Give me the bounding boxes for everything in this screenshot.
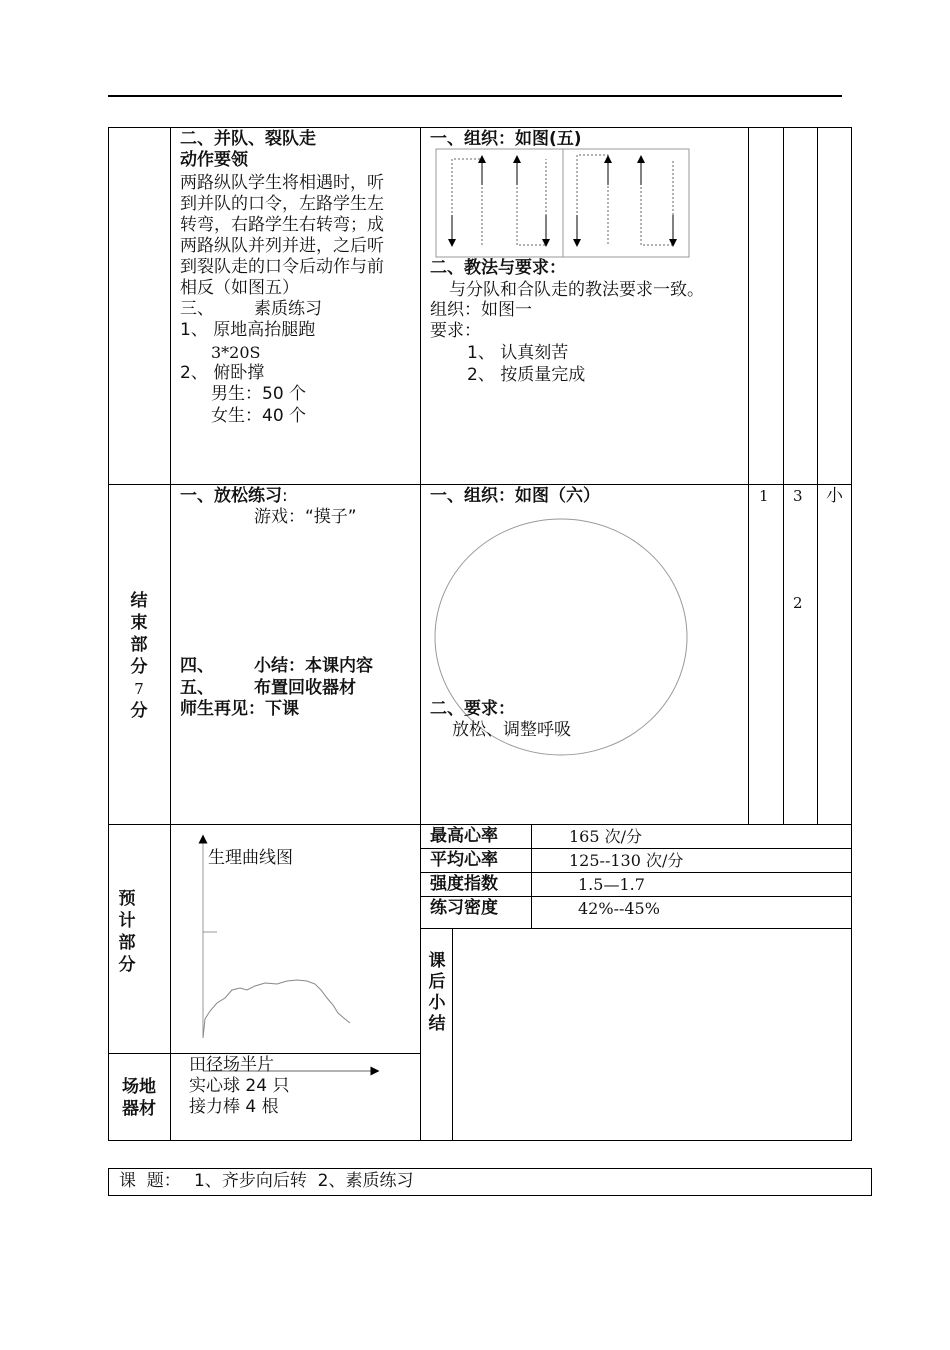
col-b-value-1: 3 bbox=[793, 487, 803, 505]
row-divider-2 bbox=[108, 824, 852, 825]
game-line: 游戏：“摸子” bbox=[254, 507, 357, 527]
req-item-1: 1、 认真刻苦 bbox=[467, 343, 569, 363]
venue-label bbox=[112, 1076, 166, 1120]
table-left-border bbox=[108, 127, 109, 1140]
org-title-5: 一、组织：如图(五) bbox=[430, 129, 582, 149]
req-title-6: 二、要求： bbox=[430, 699, 515, 719]
desc-line-6: 相反（如图五） bbox=[180, 278, 299, 298]
essentials-heading: 动作要领 bbox=[180, 150, 248, 170]
row-divider-1 bbox=[108, 484, 852, 485]
req-text-6: 放松、调整呼吸 bbox=[452, 720, 571, 740]
relax-title: 一、放松练习 bbox=[180, 486, 282, 506]
quality-title-num: 三、 bbox=[180, 299, 214, 319]
stat-label-max-hr: 最高心率 bbox=[430, 826, 498, 846]
header-rule bbox=[108, 95, 842, 97]
label-char: 预 bbox=[118, 889, 136, 909]
summary-line: 小结：本课内容 bbox=[254, 656, 373, 676]
after-class-divider bbox=[452, 928, 453, 1140]
quality-item-1-detail: 3*20S bbox=[211, 343, 261, 362]
desc-line-5: 到裂队走的口令后动作与前 bbox=[180, 257, 384, 277]
quality-item-2: 2、 俯卧撑 bbox=[180, 363, 265, 383]
male-count: 男生：50 个 bbox=[211, 384, 307, 404]
topic-box bbox=[108, 1168, 872, 1196]
col-divider-5 bbox=[817, 127, 818, 824]
summary-num: 四、 bbox=[180, 656, 214, 676]
topic-label: 课 题： bbox=[119, 1171, 181, 1191]
stat-value-intensity: 1.5—1.7 bbox=[578, 875, 645, 894]
path-line bbox=[577, 155, 608, 245]
march-heading: 二、并队、裂队走 bbox=[180, 129, 316, 149]
stats-line-1 bbox=[420, 848, 851, 849]
method-title: 二、教法与要求： bbox=[430, 258, 566, 278]
req-label: 要求： bbox=[430, 321, 481, 341]
col-divider-3 bbox=[748, 127, 749, 824]
stat-label-intensity: 强度指数 bbox=[430, 874, 498, 894]
figure-five-frame-left bbox=[436, 149, 563, 257]
col-divider-4 bbox=[783, 127, 784, 824]
stat-label-density: 练习密度 bbox=[430, 898, 498, 918]
label-char: 计 bbox=[118, 911, 136, 931]
col-divider-2 bbox=[420, 127, 421, 1140]
table-bottom-border bbox=[108, 1140, 852, 1141]
col-divider-1 bbox=[170, 127, 171, 1140]
stats-col-divider bbox=[531, 824, 532, 928]
physio-curve-chart bbox=[195, 833, 395, 1083]
end-section-label bbox=[118, 590, 160, 722]
req-item-2: 2、 按质量完成 bbox=[467, 365, 586, 385]
desc-line-2: 到并队的口令，左路学生左 bbox=[180, 194, 384, 214]
path-line bbox=[517, 159, 546, 245]
label-char: 束 bbox=[130, 613, 148, 633]
quality-title: 素质练习 bbox=[254, 299, 322, 319]
forecast-label bbox=[112, 888, 142, 976]
path-line bbox=[641, 159, 673, 245]
desc-line-3: 转弯，右路学生右转弯；成 bbox=[180, 215, 384, 235]
venue-item-3: 接力棒 4 根 bbox=[189, 1097, 279, 1117]
after-class-label bbox=[424, 951, 450, 1035]
table-right-border bbox=[851, 127, 852, 1140]
label-line: 器材 bbox=[122, 1099, 156, 1119]
relax-colon: : bbox=[282, 486, 288, 506]
venue-item-2: 实心球 24 只 bbox=[189, 1076, 290, 1096]
stat-value-max-hr: 165 次/分 bbox=[569, 827, 643, 846]
physio-curve bbox=[203, 980, 350, 1038]
relax-heading bbox=[180, 486, 288, 507]
method-line: 与分队和合队走的教法要求一致。 bbox=[449, 280, 704, 300]
col-b-value-2: 2 bbox=[793, 594, 803, 612]
stat-value-density: 42%--45% bbox=[578, 899, 660, 918]
label-char: 结 bbox=[428, 1014, 446, 1034]
table-top-border bbox=[108, 127, 852, 128]
curve-title: 生理曲线图 bbox=[208, 848, 293, 868]
label-char: 后 bbox=[428, 972, 446, 992]
desc-line-4: 两路纵队并列并进，之后听 bbox=[180, 236, 384, 256]
stats-line-4 bbox=[420, 928, 851, 929]
recycle-line: 布置回收器材 bbox=[254, 678, 356, 698]
label-char: 小 bbox=[428, 993, 446, 1013]
label-char: 结 bbox=[130, 591, 148, 611]
figure-five-frame-right bbox=[563, 149, 689, 257]
label-char: 课 bbox=[428, 951, 446, 971]
label-char: 部 bbox=[130, 635, 148, 655]
goodbye-line: 师生再见：下课 bbox=[180, 699, 299, 719]
stat-label-avg-hr: 平均心率 bbox=[430, 850, 498, 870]
quality-item-1: 1、 原地高抬腿跑 bbox=[180, 320, 316, 340]
label-char: 分 bbox=[118, 955, 136, 975]
stats-line-2 bbox=[420, 872, 851, 873]
org-title-6: 一、组织：如图（六） bbox=[430, 486, 600, 506]
label-line: 场地 bbox=[122, 1077, 156, 1097]
stats-line-3 bbox=[420, 896, 851, 897]
col-a-value: 1 bbox=[759, 487, 769, 505]
label-char: 7 bbox=[134, 680, 144, 698]
recycle-num: 五、 bbox=[180, 678, 214, 698]
label-char: 分 bbox=[130, 657, 148, 677]
topic-content: 1、齐步向后转 2、素质练习 bbox=[194, 1171, 414, 1191]
label-char: 分 bbox=[130, 701, 148, 721]
org-line: 组织：如图一 bbox=[430, 300, 532, 320]
path-line bbox=[452, 159, 482, 245]
female-count: 女生：40 个 bbox=[211, 406, 307, 426]
label-char: 部 bbox=[118, 933, 136, 953]
desc-line-1: 两路纵队学生将相遇时，听 bbox=[180, 173, 384, 193]
col-c-value: 小 bbox=[826, 486, 843, 506]
venue-item-1: 田径场半片 bbox=[189, 1055, 274, 1075]
figure-five-diagram bbox=[430, 145, 690, 260]
stat-value-avg-hr: 125--130 次/分 bbox=[569, 851, 684, 870]
